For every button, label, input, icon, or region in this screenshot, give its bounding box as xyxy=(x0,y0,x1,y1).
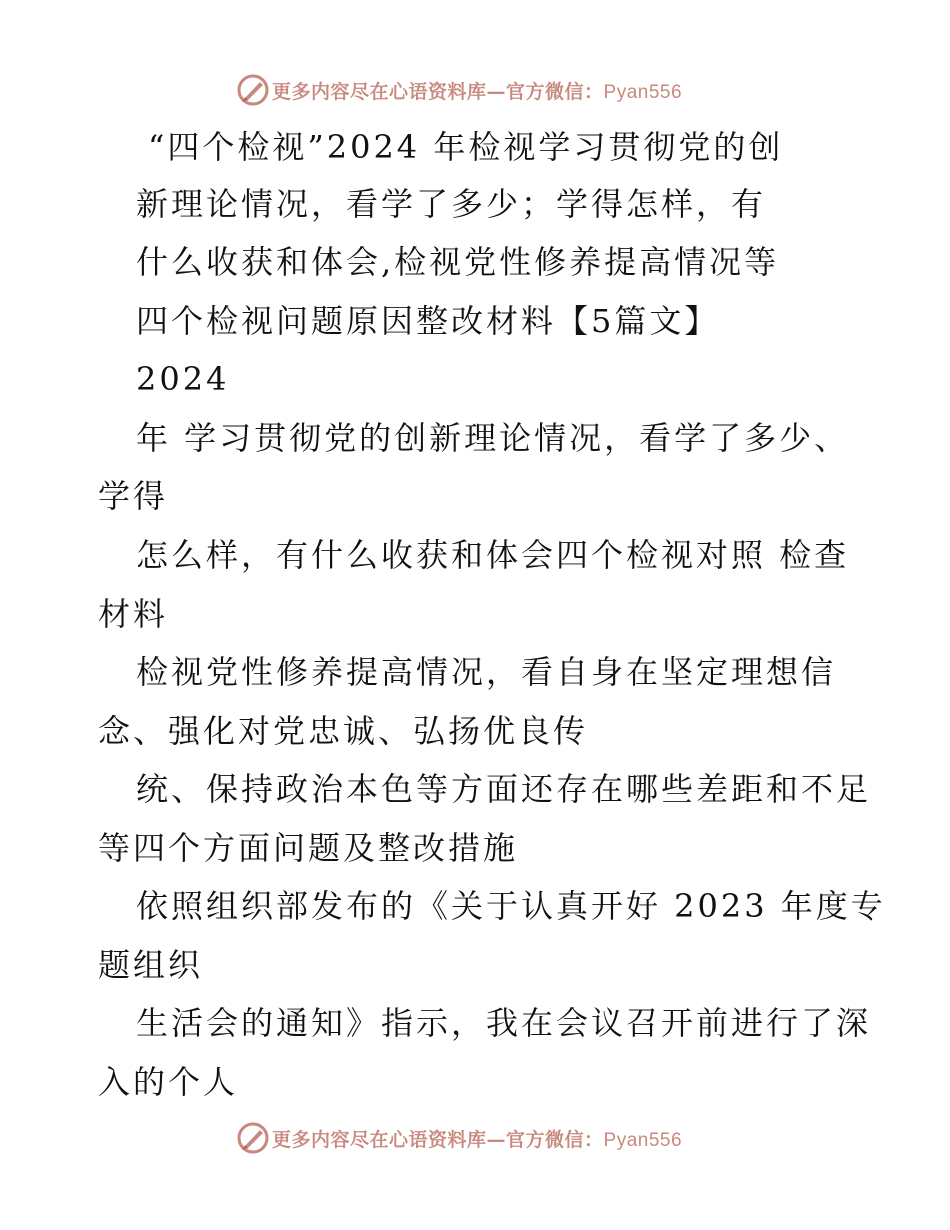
text-line: 材料 xyxy=(98,595,169,633)
watermark-account-id: Pyan556 xyxy=(603,81,683,103)
quill-logo-icon xyxy=(236,1121,270,1155)
watermark-account-label: 官方微信： xyxy=(506,1128,604,1151)
text-line: 学得 xyxy=(98,477,169,515)
text-line: 入的个人 xyxy=(98,1063,239,1101)
text-line: 念、强化对党忠诚、弘扬优良传 xyxy=(98,712,589,750)
text-line: 依照组织部发布的《关于认真开好 2023 年度专 xyxy=(136,887,886,925)
text-line: 四个检视问题原因整改材料【5篇文】 xyxy=(136,302,720,340)
text-line: 什么收获和体会,检视党性修养提高情况等 xyxy=(136,243,780,281)
footer-watermark xyxy=(236,1121,682,1155)
watermark-site: 更多内容尽在心语资料库 xyxy=(272,80,487,103)
text-line: 检视党性修养提高情况，看自身在坚定理想信 xyxy=(136,653,837,691)
text-line: 题组织 xyxy=(98,946,204,984)
text-line: 统、保持政治本色等方面还存在哪些差距和不足 xyxy=(136,770,872,808)
watermark-dash: — xyxy=(486,80,507,103)
text-line: 2024 xyxy=(136,360,230,398)
text-line: 等四个方面问题及整改措施 xyxy=(98,829,519,867)
text-line: 怎么样，有什么收获和体会四个检视对照 检查 xyxy=(136,536,850,574)
watermark-account-id: Pyan556 xyxy=(603,1129,683,1151)
watermark-dash: — xyxy=(486,1128,507,1151)
text-line: 新理论情况，看学了多少；学得怎样，有 xyxy=(136,185,767,223)
watermark-site: 更多内容尽在心语资料库 xyxy=(272,1128,487,1151)
text-line: 生活会的通知》指示，我在会议召开前进行了深 xyxy=(136,1004,872,1042)
text-line: 年 学习贯彻党的创新理论情况，看学了多少、 xyxy=(136,419,850,457)
watermark-account-label: 官方微信： xyxy=(506,80,604,103)
text-line: “四个检视”2024 年检视学习贯彻党的创 xyxy=(148,128,784,166)
watermark-text xyxy=(272,1125,682,1152)
